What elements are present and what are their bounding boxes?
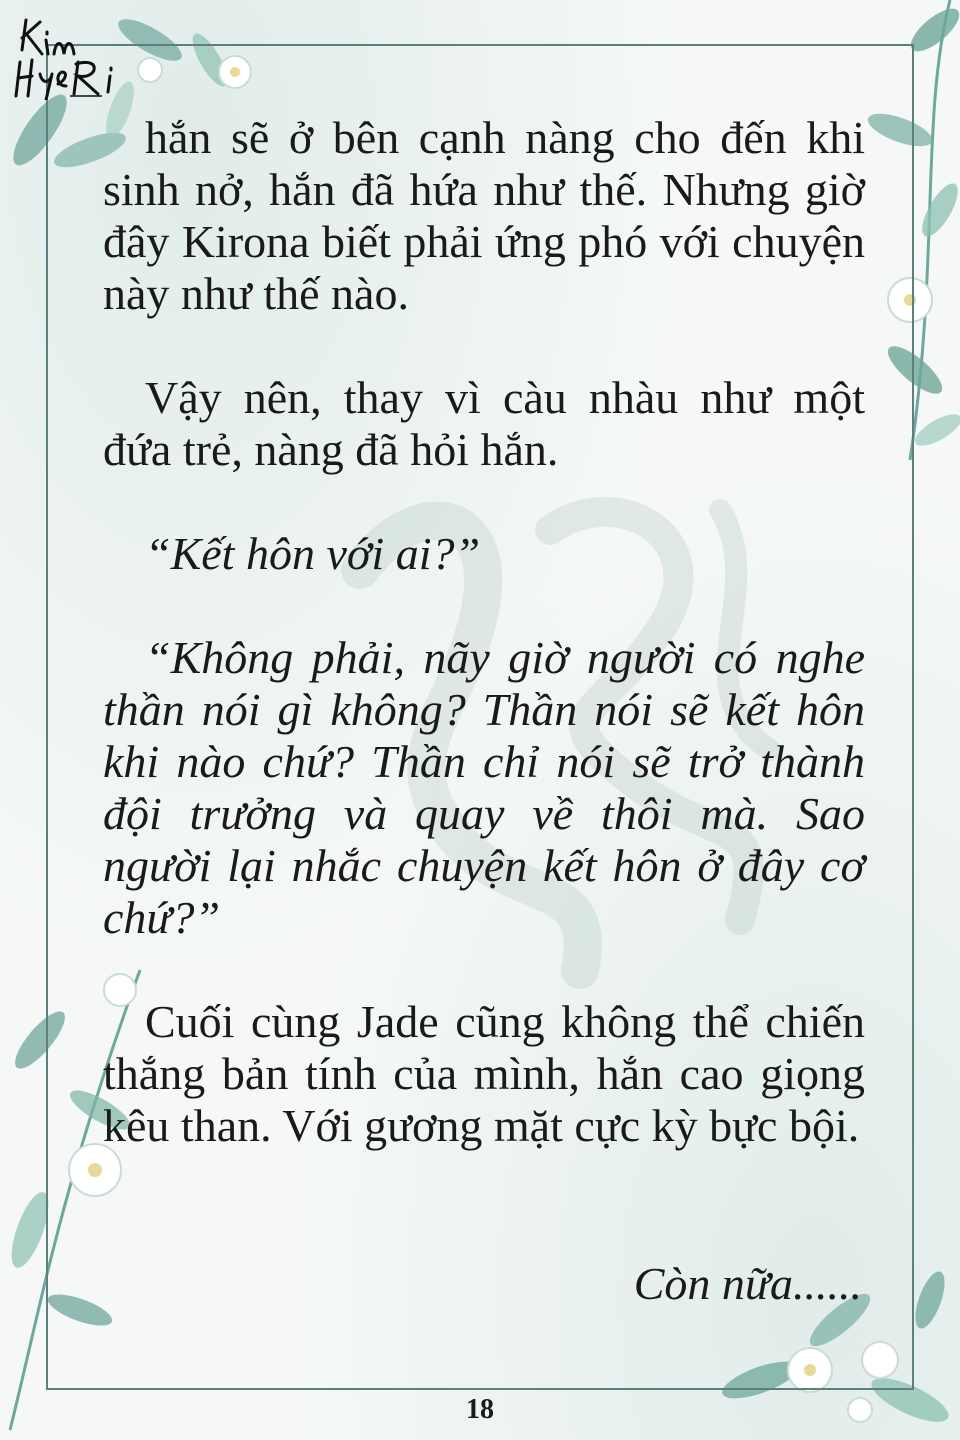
page-number: 18: [466, 1394, 494, 1425]
dialogue-paragraph: “Không phải, nãy giờ người có nghe thần nói gì không? Thần nói sẽ kết hôn khi nào chứ? Thần chỉ nói sẽ trở thành đội trưởng và quay về thôi mà. Sao người lại nhắc chuyện kết hôn ở đây cơ chứ?”: [103, 632, 865, 943]
paragraph: Vậy nên, thay vì càu nhàu như một đứa trẻ, nàng đã hỏi hắn.: [103, 372, 865, 475]
dialogue-paragraph: “Kết hôn với ai?”: [145, 528, 481, 579]
continued-label: Còn nữa......: [633, 1258, 862, 1309]
paragraph: Cuối cùng Jade cũng không thể chiến thắng bản tính của mình, hắn cao giọng kêu than. Với gương mặt cực kỳ bực bội.: [103, 996, 865, 1151]
team-logo: [6, 10, 146, 100]
paragraph: hắn sẽ ở bên cạnh nàng cho đến khi sinh nở, hắn đã hứa như thế. Nhưng giờ đây Kirona biết phải ứng phó với chuyện này như thế nào.: [103, 112, 865, 319]
story-text: [103, 112, 865, 1152]
